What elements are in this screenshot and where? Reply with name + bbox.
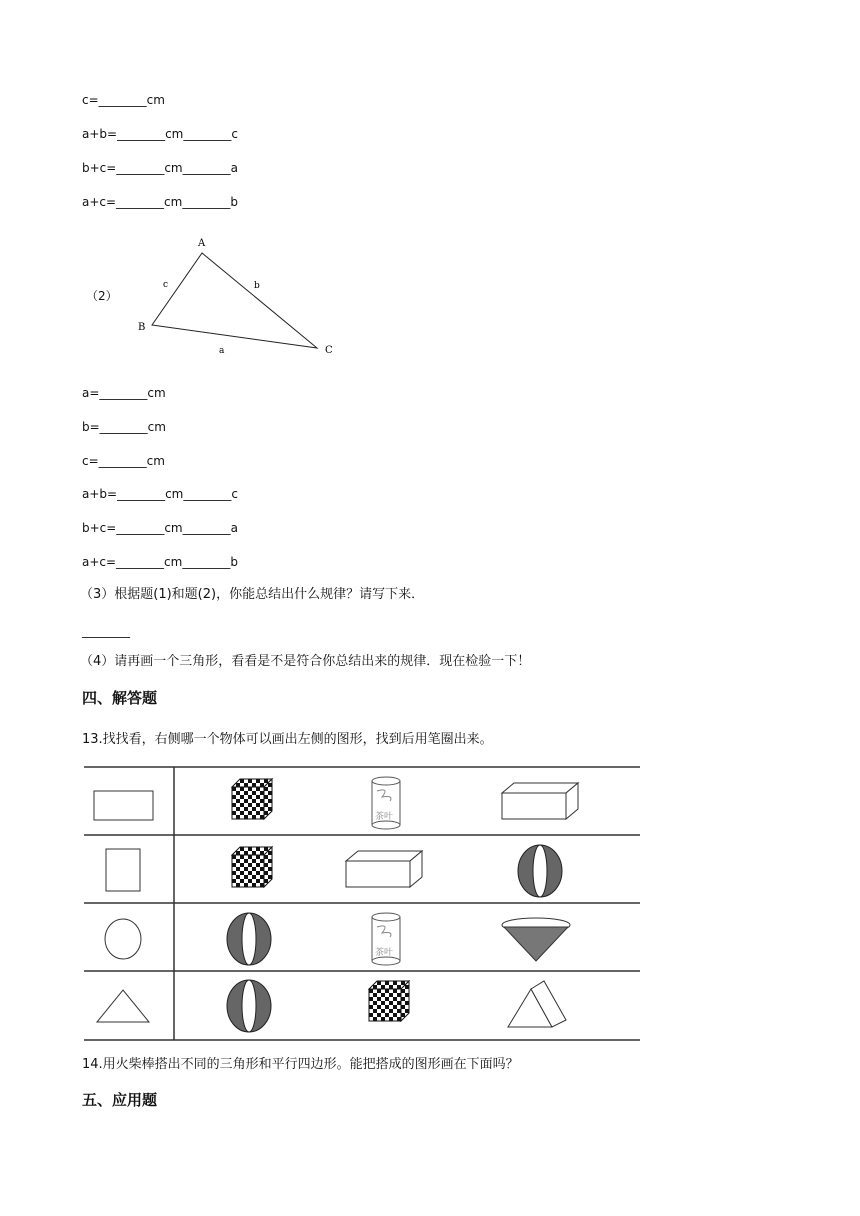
square-shape — [106, 849, 140, 891]
tea-can-icon[interactable] — [372, 913, 400, 965]
side-c-label: c — [163, 280, 169, 290]
triangular-prism-icon[interactable] — [508, 981, 566, 1027]
answer-line: c=________cm — [82, 93, 165, 107]
rectangle-shape — [94, 791, 153, 820]
cone-icon[interactable] — [502, 918, 570, 961]
vertex-c-label: C — [325, 345, 333, 356]
ball-icon[interactable] — [518, 845, 562, 897]
triangle-figure — [130, 232, 350, 362]
section-heading: 五、应用题 — [82, 1091, 158, 1109]
side-a-label: a — [219, 346, 225, 356]
vertex-a-label: A — [198, 238, 206, 249]
answer-line: a+c=________cm________b — [82, 555, 238, 569]
tea-can-label: 茶叶 — [375, 812, 394, 822]
box-icon[interactable] — [502, 783, 578, 819]
tea-can-icon[interactable] — [372, 777, 400, 829]
answer-line: c=________cm — [82, 454, 165, 468]
ball-icon[interactable] — [227, 913, 271, 965]
box-icon[interactable] — [346, 851, 422, 887]
section-heading: 四、解答题 — [82, 689, 158, 707]
question-14: 14.用火柴棒搭出不同的三角形和平行四边形。能把搭成的图形画在下面吗？ — [82, 1057, 519, 1072]
tea-can-label: 茶叶 — [375, 948, 394, 958]
side-b-label: b — [254, 281, 260, 291]
answer-line: b+c=________cm________a — [82, 161, 238, 175]
answer-line: a+b=________cm________c — [82, 127, 238, 141]
checkered-cube-icon[interactable] — [232, 779, 272, 819]
answer-line: b=________cm — [82, 420, 166, 434]
answer-line: a=________cm — [82, 386, 166, 400]
vertex-b-label: B — [138, 322, 146, 333]
checkered-cube-icon[interactable] — [232, 847, 272, 887]
answer-line: b+c=________cm________a — [82, 521, 238, 535]
answer-blank: ________ — [82, 624, 130, 638]
triangle-shape — [97, 990, 149, 1022]
shape-matching-table — [84, 765, 640, 1045]
question-13: 13.找找看，右侧哪一个物体可以画出左侧的图形，找到后用笔圈出来。 — [82, 732, 493, 747]
question-3: （3）根据题(1)和题(2)，你能总结出什么规律？请写下来． — [80, 587, 425, 602]
answer-line: a+b=________cm________c — [82, 487, 238, 501]
circle-shape — [105, 919, 141, 959]
question-2-label: （2） — [86, 289, 118, 303]
question-4: （4）请再画一个三角形，看看是不是符合你总结出来的规律．现在检验一下！ — [80, 654, 531, 669]
answer-line: a+c=________cm________b — [82, 195, 238, 209]
ball-icon[interactable] — [227, 980, 271, 1032]
checkered-cube-icon[interactable] — [369, 981, 409, 1021]
